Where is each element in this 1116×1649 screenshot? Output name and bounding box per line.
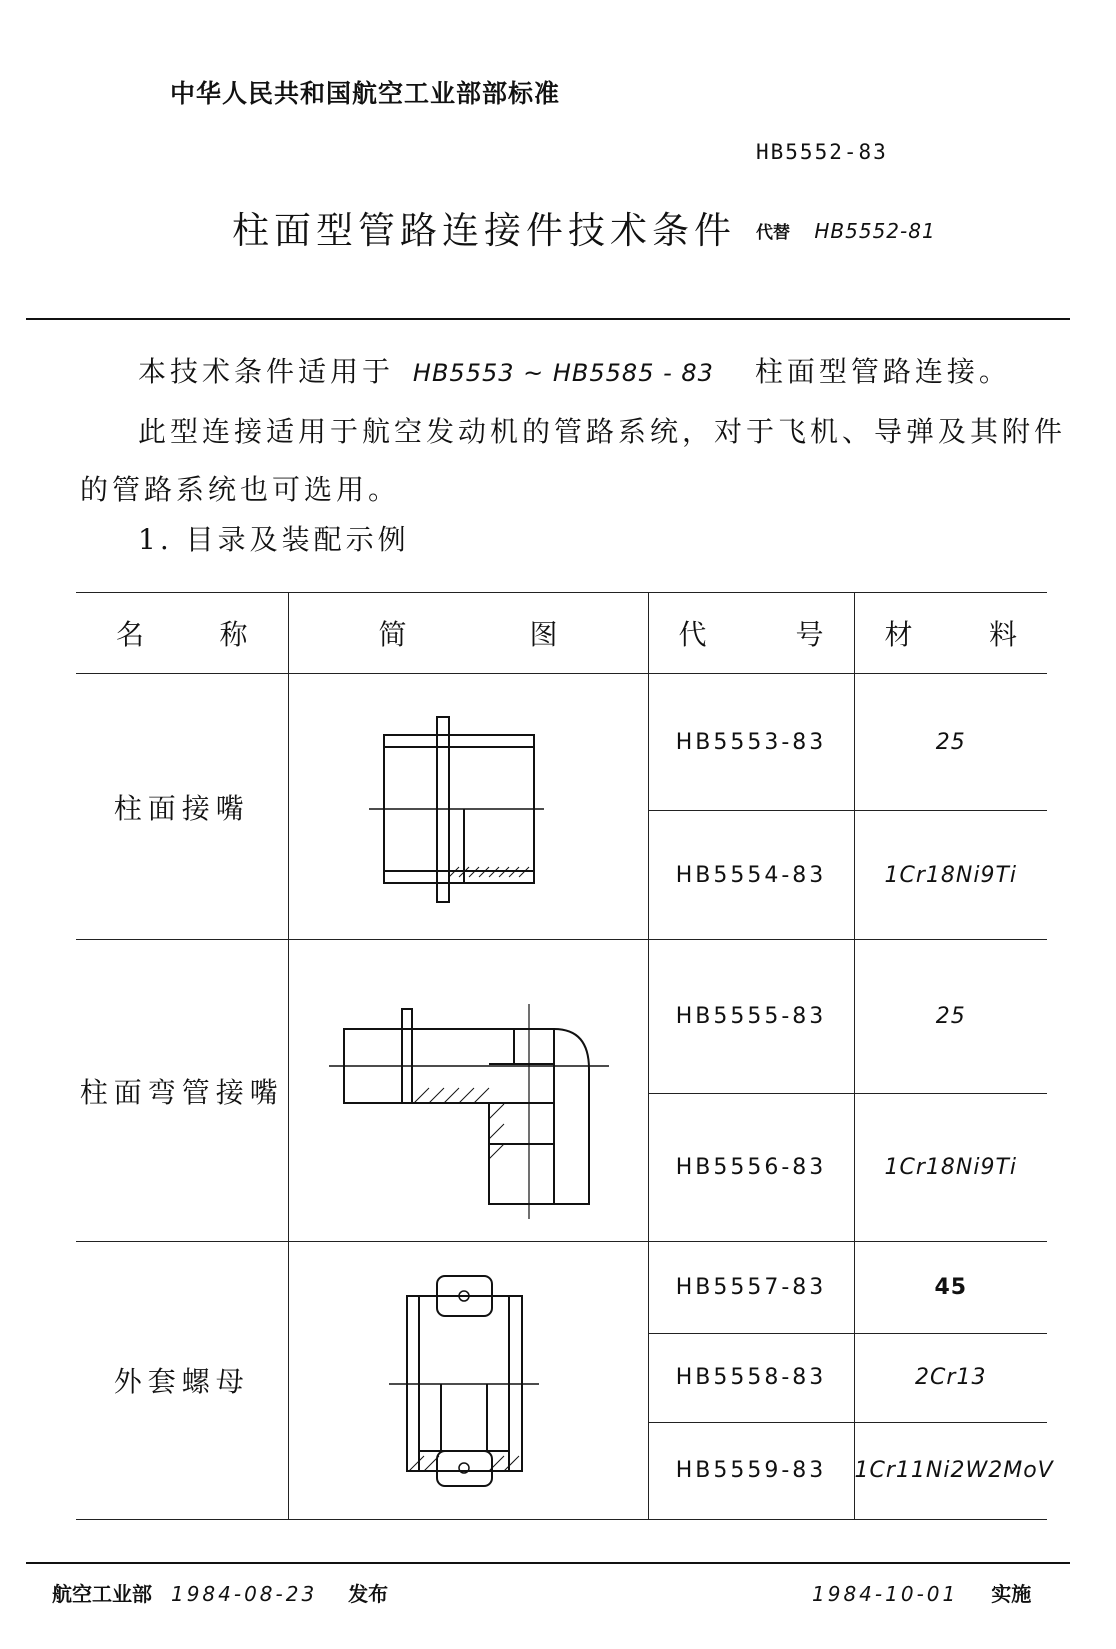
item-code: HB5557-83	[648, 1241, 854, 1333]
item-code: HB5554-83	[648, 811, 854, 940]
header-name: 名 称	[76, 593, 288, 674]
header-sketch: 简 图	[288, 593, 648, 674]
replaces-label: 代替	[756, 223, 790, 243]
table-row	[76, 673, 1047, 811]
issue-date: 1984-08-23	[170, 1582, 318, 1606]
item-material: 25	[854, 940, 1047, 1093]
header-code: 代 号	[648, 593, 854, 674]
item-material: 45	[854, 1241, 1047, 1333]
issuer: 航空工业部	[52, 1582, 152, 1606]
header-rule	[26, 318, 1070, 320]
table-header-row	[76, 593, 1047, 674]
item-name: 外套螺母	[76, 1241, 288, 1519]
item-code: HB5555-83	[648, 940, 854, 1093]
item-material: 1Cr18Ni9Ti	[854, 811, 1047, 940]
paragraph-1	[138, 350, 1011, 390]
catalog-table	[76, 592, 1054, 1520]
item-material: 1Cr11Ni2W2MoV	[854, 1422, 1047, 1519]
footer-rule	[26, 1562, 1070, 1564]
replaces-block	[756, 218, 936, 243]
para1-text-b: 柱面型管路连接。	[754, 355, 1011, 388]
effective-info	[812, 1578, 1031, 1607]
item-code: HB5559-83	[648, 1422, 854, 1519]
paragraph-2-line-2: 的管路系统也可选用。	[80, 473, 401, 506]
elbow-nipple-drawing	[289, 944, 649, 1234]
paragraph-2-line-1: 此型连接适用于航空发动机的管路系统，对于飞机、导弹及其附件	[138, 415, 1067, 448]
item-material: 25	[854, 673, 1047, 811]
item-name: 柱面接嘴	[76, 673, 288, 940]
standard-number: HB5552-83	[756, 140, 888, 164]
para1-text-a: 本技术条件适用于	[138, 355, 395, 388]
replaces-code: HB5552-81	[814, 219, 936, 243]
cylindrical-nipple-drawing	[289, 677, 649, 933]
effective-label: 实施	[991, 1582, 1032, 1606]
section-1-heading: 1. 目录及装配示例	[138, 523, 410, 556]
header-material: 材 料	[854, 593, 1047, 674]
issue-info	[52, 1578, 388, 1607]
para1-code-range: HB5553 ~ HB5585 - 83	[412, 359, 714, 387]
document-title: 柱面型管路连接件技术条件	[232, 209, 736, 252]
sketch-cylindrical-nipple	[288, 673, 648, 940]
issue-label: 发布	[348, 1582, 389, 1606]
item-code: HB5556-83	[648, 1093, 854, 1241]
table-row	[76, 1241, 1047, 1333]
effective-date: 1984-10-01	[812, 1582, 959, 1606]
item-name: 柱面弯管接嘴	[76, 940, 288, 1241]
item-code: HB5553-83	[648, 673, 854, 811]
sketch-union-nut	[288, 1241, 648, 1519]
item-material: 2Cr13	[854, 1333, 1047, 1422]
table-row	[76, 940, 1047, 1093]
sketch-elbow-nipple	[288, 940, 648, 1241]
item-code: HB5558-83	[648, 1333, 854, 1422]
union-nut-drawing	[289, 1246, 649, 1511]
ministry-heading: 中华人民共和国航空工业部部标准	[170, 79, 561, 108]
item-material: 1Cr18Ni9Ti	[854, 1093, 1047, 1241]
